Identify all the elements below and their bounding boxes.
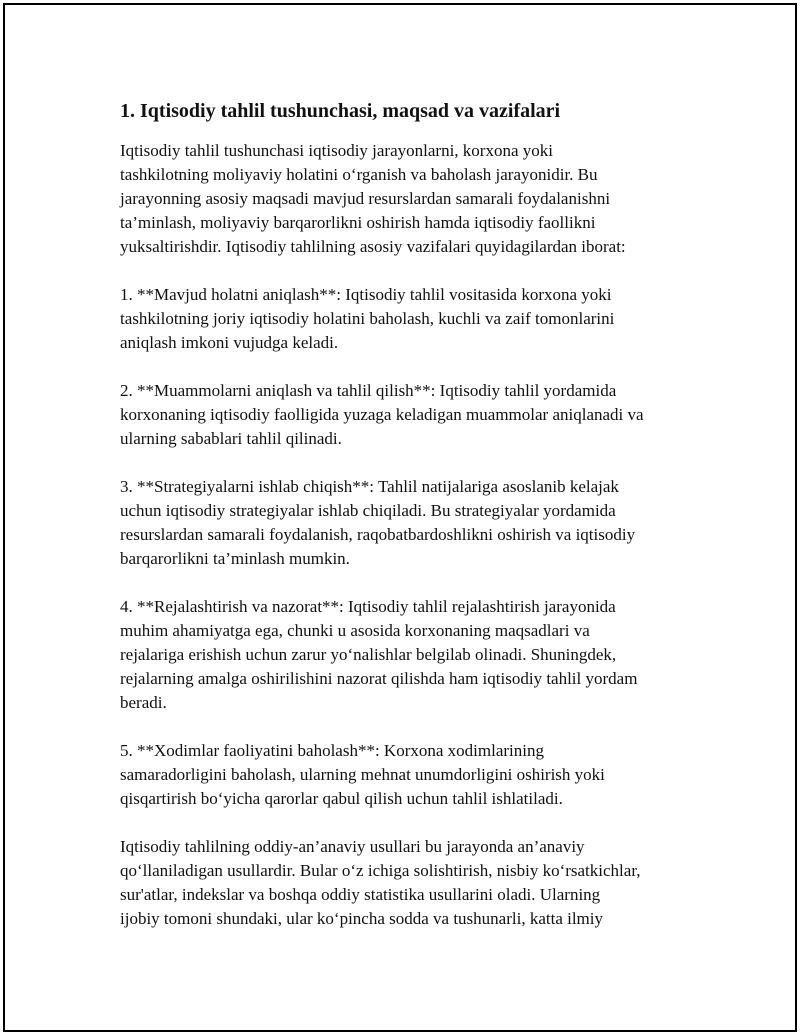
text-line: Iqtisodiy tahlil tushunchasi iqtisodiy jarayonlarni, korxona yoki xyxy=(120,141,553,160)
text-line: korxonaning iqtisodiy faolligida yuzaga keladigan muammolar aniqlanadi va xyxy=(120,405,644,424)
text-line: 5. **Xodimlar faoliyatini baholash**: Korxona xodimlarining xyxy=(120,741,544,760)
text-line: 1. **Mavjud holatni aniqlash**: Iqtisodiy tahlil vositasida korxona yoki xyxy=(120,285,612,304)
text-line: 4. **Rejalashtirish va nazorat**: Iqtisodiy tahlil rejalashtirish jarayonida xyxy=(120,597,616,616)
text-line: qisqartirish bo‘yicha qarorlar qabul qilish uchun tahlil ishlatiladi. xyxy=(120,789,563,808)
text-line: muhim ahamiyatga ega, chunki u asosida korxonaning maqsadlari va xyxy=(120,621,590,640)
text-line: uchun iqtisodiy strategiyalar ishlab chiqiladi. Bu strategiyalar yordamida xyxy=(120,501,616,520)
text-line: resurslardan samarali foydalanish, raqobatbardoshlikni oshirish va iqtisodiy xyxy=(120,525,636,544)
text-line: aniqlash imkoni vujudga keladi. xyxy=(120,333,339,352)
text-line: barqarorlikni ta’minlash mumkin. xyxy=(120,549,350,568)
text-line: tashkilotning moliyaviy holatini o‘rganish va baholash jarayonidir. Bu xyxy=(120,165,598,184)
paragraph xyxy=(120,835,700,931)
document-body xyxy=(120,97,700,955)
text-line: rejalarning amalga oshirilishini nazorat qilishda ham iqtisodiy tahlil yordam xyxy=(120,669,638,688)
text-line: rejalariga erishish uchun zarur yo‘nalishlar belgilab olinadi. Shuningdek, xyxy=(120,645,617,664)
text-line: yuksaltirishdir. Iqtisodiy tahlilning asosiy vazifalari quyidagilardan iborat: xyxy=(120,237,626,256)
paragraph xyxy=(120,139,700,259)
paragraph-list xyxy=(120,139,700,931)
text-line: ta’minlash, moliyaviy barqarorlikni oshirish hamda iqtisodiy faollikni xyxy=(120,213,596,232)
text-line: samaradorligini baholash, ularning mehnat unumdorligini oshirish yoki xyxy=(120,765,605,784)
paragraph xyxy=(120,379,700,451)
text-line: jarayonning asosiy maqsadi mavjud resurslardan samarali foydalanishni xyxy=(120,189,611,208)
section-heading: 1. Iqtisodiy tahlil tushunchasi, maqsad va vazifalari xyxy=(120,100,561,122)
text-line: Iqtisodiy tahlilning oddiy-an’anaviy usullari bu jarayonda an’anaviy xyxy=(120,837,585,856)
text-line: ularning sabablari tahlil qilinadi. xyxy=(120,429,342,448)
text-line: 2. **Muammolarni aniqlash va tahlil qilish**: Iqtisodiy tahlil yordamida xyxy=(120,381,617,400)
paragraph xyxy=(120,283,700,355)
text-line: ijobiy tomoni shundaki, ular ko‘pincha sodda va tushunarli, katta ilmiy xyxy=(120,909,604,928)
paragraph xyxy=(120,475,700,571)
page-frame xyxy=(3,3,797,1032)
text-line: tashkilotning joriy iqtisodiy holatini baholash, kuchli va zaif tomonlarini xyxy=(120,309,615,328)
text-line: 3. **Strategiyalarni ishlab chiqish**: Tahlil natijalariga asoslanib kelajak xyxy=(120,477,619,496)
text-line: sur'atlar, indekslar va boshqa oddiy statistika usullarini oladi. Ularning xyxy=(120,885,601,904)
text-line: qo‘llaniladigan usullardir. Bular o‘z ichiga solishtirish, nisbiy ko‘rsatkichlar, xyxy=(120,861,641,880)
paragraph xyxy=(120,739,700,811)
text-line: beradi. xyxy=(120,693,167,712)
paragraph xyxy=(120,595,700,715)
